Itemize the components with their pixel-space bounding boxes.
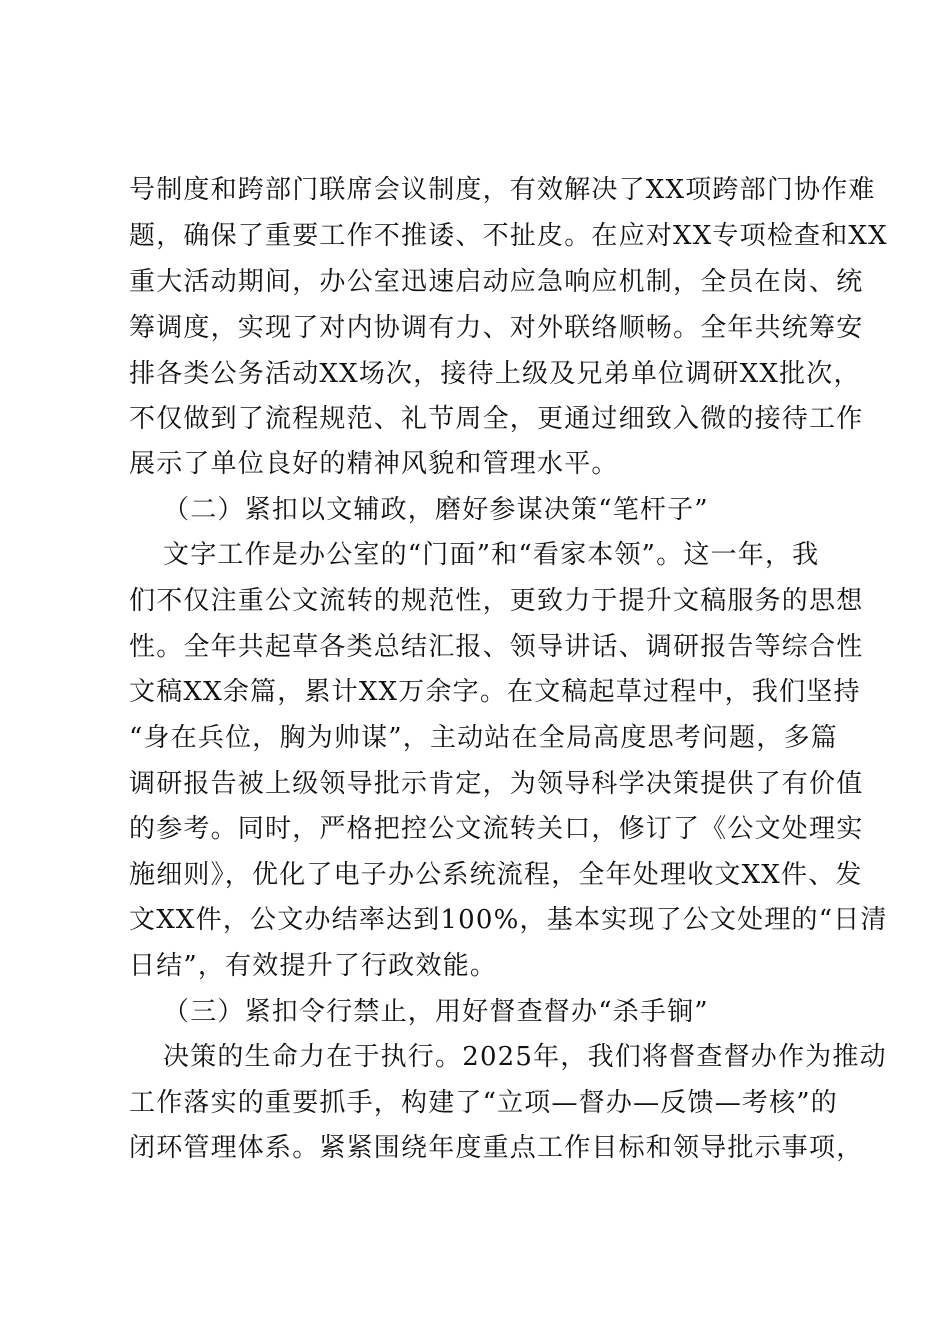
paragraph-line: “身在兵位，胸为帅谋”，主动站在全局高度思考问题，多篇	[129, 723, 838, 753]
paragraph-line: 日结”，有效提升了行政效能。	[129, 951, 498, 981]
paragraph-line: 决策的生命力在于执行。2025年，我们将督查督办作为推动	[163, 1042, 887, 1072]
paragraph-line: 展示了单位良好的精神风貌和管理水平。	[129, 449, 619, 479]
paragraph-line: 排各类公务活动XX场次，接待上级及兄弟单位调研XX批次，	[129, 359, 861, 389]
paragraph-line: 文字工作是办公室的“门面”和“看家本领”。这一年，我	[163, 540, 820, 570]
section-heading: （二）紧扣以文辅政，磨好参谋决策“笔杆子”	[163, 495, 709, 525]
paragraph-line: 不仅做到了流程规范、礼节周全，更通过细致入微的接待工作	[129, 404, 864, 434]
paragraph-line: 号制度和跨部门联席会议制度，有效解决了XX项跨部门协作难	[129, 175, 876, 205]
paragraph-line: 文稿XX余篇，累计XX万余字。在文稿起草过程中，我们坚持	[129, 677, 861, 707]
paragraph-line: 们不仅注重公文流转的规范性，更致力于提升文稿服务的思想	[129, 586, 864, 616]
paragraph-line: 闭环管理体系。紧紧围绕年度重点工作目标和领导批示事项，	[129, 1133, 864, 1163]
paragraph-line: 调研报告被上级领导批示肯定，为领导科学决策提供了有价值	[129, 769, 864, 799]
paragraph-line: 题，确保了重要工作不推诿、不扯皮。在应对XX专项检查和XX	[129, 221, 888, 251]
paragraph-line: 施细则》，优化了电子办公系统流程，全年处理收文XX件、发	[129, 860, 863, 890]
paragraph-line: 重大活动期间，办公室迅速启动应急响应机制，全员在岗、统	[129, 267, 864, 297]
paragraph-line: 筹调度，实现了对内协调有力、对外联络顺畅。全年共统筹安	[129, 313, 864, 343]
section-heading: （三）紧扣令行禁止，用好督查督办“杀手锏”	[163, 997, 709, 1027]
paragraph-line: 性。全年共起草各类总结汇报、领导讲话、调研报告等综合性	[129, 632, 864, 662]
paragraph-line: 文XX件，公文办结率达到100%，基本实现了公文处理的“日清	[129, 905, 888, 935]
paragraph-line: 工作落实的重要抓手，构建了“立项—督办—反馈—考核”的	[129, 1088, 838, 1118]
paragraph-line: 的参考。同时，严格把控公文流转关口，修订了《公文处理实	[129, 814, 864, 844]
